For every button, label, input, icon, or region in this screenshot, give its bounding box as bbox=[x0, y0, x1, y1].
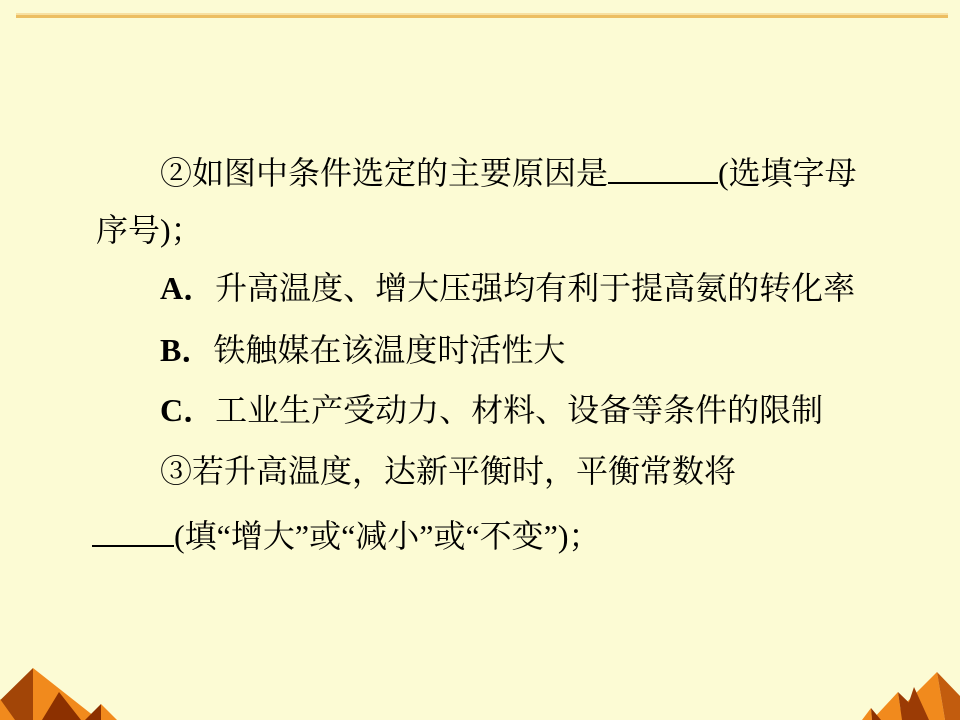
text-line-7 bbox=[92, 513, 601, 556]
small-mountain-orange-face-left bbox=[101, 704, 117, 720]
answer-blank-2 bbox=[92, 513, 174, 547]
answer-blank-1 bbox=[608, 150, 718, 184]
text-line-option-b bbox=[160, 330, 565, 370]
text-line-1 bbox=[160, 150, 857, 193]
small-mountain-orange-face-right bbox=[862, 708, 872, 720]
text-line-option-c bbox=[160, 390, 823, 430]
mid-mountain-dark-face-right bbox=[898, 692, 927, 720]
option-a-text: 升高温度、增大压强均有利于提高氨的转化率 bbox=[215, 270, 856, 306]
text-line-option-a bbox=[160, 268, 855, 308]
option-c-text: 工业生产受动力、材料、设备等条件的限制 bbox=[215, 392, 824, 428]
mountain-cluster-right bbox=[862, 672, 960, 720]
option-a-label: A． bbox=[160, 270, 216, 306]
mountain-face-dark-left bbox=[0, 668, 33, 720]
question-2-hint: (选填字母 bbox=[718, 155, 857, 191]
big-mountain-shadow-face-right bbox=[937, 672, 960, 720]
question-2-hint-wrap: 序号)； bbox=[96, 212, 203, 248]
text-line-2 bbox=[96, 210, 203, 250]
mountain-mid-dark-left bbox=[42, 692, 81, 720]
mountain-face-orange-left bbox=[33, 668, 99, 720]
option-c-label: C． bbox=[160, 392, 216, 428]
option-b-text: 铁触媒在该温度时活性大 bbox=[213, 332, 566, 368]
question-3-hint: (填“增大”或“减小”或“不变”)； bbox=[174, 518, 601, 554]
top-divider-line bbox=[16, 13, 948, 18]
mountain-cluster-left bbox=[0, 668, 117, 720]
question-2-text: ②如图中条件选定的主要原因是 bbox=[160, 155, 609, 191]
question-3-text: ③若升高温度，达新平衡时，平衡常数将 bbox=[160, 453, 737, 489]
text-line-question-3 bbox=[160, 451, 736, 491]
small-mountain-dark-face-left bbox=[85, 704, 101, 720]
big-mountain-orange-face-right bbox=[889, 672, 945, 720]
shard-dark-right bbox=[903, 687, 929, 720]
mid-mountain-orange-face-right bbox=[872, 692, 902, 720]
option-b-label: B． bbox=[160, 332, 214, 368]
corner-wedge-left bbox=[0, 699, 15, 720]
small-mountain-dark-face-right bbox=[871, 708, 881, 720]
